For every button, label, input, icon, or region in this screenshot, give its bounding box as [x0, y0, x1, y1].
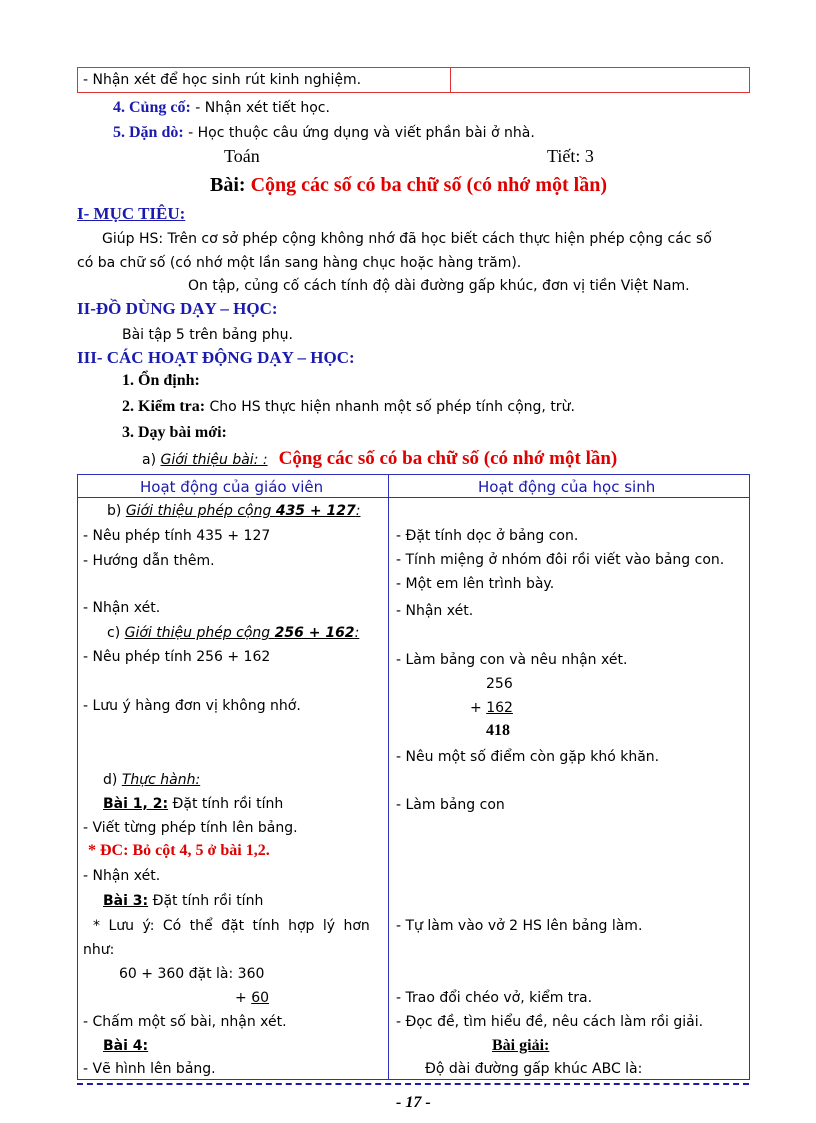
gv-neu1: - Nêu phép tính 435 + 127	[83, 528, 271, 544]
hs-neu-diem: - Nêu một số điểm còn gặp khó khăn.	[396, 749, 660, 765]
activity-table-header-line	[77, 497, 749, 498]
hs-n2-line	[470, 700, 513, 716]
hs-mot-em: - Một em lên trình bày.	[396, 576, 555, 592]
cung-co-label: 4. Củng cố:	[113, 99, 191, 116]
dan-do-line	[113, 124, 535, 142]
lesson-prefix: Bài	[210, 174, 239, 196]
gv-bai12-label: Bài 1, 2:	[103, 796, 169, 812]
hs-tinh-mieng: - Tính miệng ở nhóm đôi rồi viết vào bảng con.	[396, 552, 725, 568]
gv-luu-y2b: như:	[83, 942, 115, 958]
hoat-dong-heading: III- CÁC HOẠT ĐỘNG DẠY – HỌC:	[77, 348, 355, 367]
hs-bai-giai: Bài giải:	[492, 1037, 550, 1054]
lesson-sep: :	[238, 174, 251, 196]
bai-moi: 3. Dạy bài mới:	[122, 424, 227, 441]
cung-co-line	[113, 99, 330, 117]
kiem-tra-label: 2. Kiểm tra:	[122, 398, 206, 415]
dan-do-text: - Học thuộc câu ứng dụng và viết phần bài ở nhà.	[183, 125, 535, 141]
gv-d-prefix: d)	[103, 772, 122, 788]
gioi-thieu-line	[142, 448, 617, 470]
hs-n2: 162	[486, 700, 513, 716]
period: Tiết: 3	[547, 146, 594, 166]
top-table-divider	[450, 67, 451, 92]
gv-viet: - Viết từng phép tính lên bảng.	[83, 820, 298, 836]
gv-nhan-xet1: - Nhận xét.	[83, 600, 161, 616]
subject: Toán	[224, 146, 260, 166]
gv-c-label: Giới thiệu phép cộng	[124, 625, 275, 641]
muc-tieu-heading: I- MỤC TIÊU:	[77, 204, 186, 223]
gv-b-expr: 435 + 127	[275, 503, 356, 519]
gv-c-expr: 256 + 162	[274, 625, 355, 641]
hs-do-dai: Độ dài đường gấp khúc ABC là:	[425, 1061, 643, 1077]
gv-c-prefix: c)	[107, 625, 125, 641]
muc-tieu-line2: có ba chữ số (có nhớ một lần sang hàng chục hoặc hàng trăm).	[77, 255, 522, 271]
gv-b	[107, 503, 360, 519]
hs-dat-tinh: - Đặt tính dọc ở bảng con.	[396, 528, 579, 544]
on-dinh: 1. Ổn định:	[122, 372, 200, 389]
gv-bai3-text: Đặt tính rồi tính	[148, 893, 264, 909]
gv-b-colon: :	[355, 503, 361, 519]
hs-doc-de: - Đọc đề, tìm hiểu đề, nêu cách làm rồi giải.	[396, 1014, 704, 1030]
kiem-tra-text: Cho HS thực hiện nhanh một số phép tính cộng, trừ.	[205, 399, 575, 415]
gv-bai3-label: Bài 3:	[103, 893, 149, 909]
gv-bai4: Bài 4:	[103, 1038, 149, 1054]
gv-calc-second	[235, 990, 269, 1006]
do-dung-text: Bài tập 5 trên bảng phụ.	[122, 327, 293, 343]
hs-nhan-xet: - Nhận xét.	[396, 603, 474, 619]
hs-lam-bang: - Làm bảng con và nêu nhận xét.	[396, 652, 628, 668]
top-table-left: - Nhận xét để học sinh rút kinh nghiệm.	[83, 72, 362, 88]
gv-calc-60: 60	[251, 990, 270, 1006]
hs-plus: +	[470, 700, 487, 716]
muc-tieu-line1: Giúp HS: Trên cơ sở phép cộng không nhớ đã học biết cách thực hiện phép cộng các số	[102, 231, 712, 247]
gv-bai3	[103, 893, 263, 909]
kiem-tra-line	[122, 398, 575, 416]
hs-trao-doi: - Trao đổi chéo vở, kiểm tra.	[396, 990, 593, 1006]
gv-c	[107, 625, 359, 641]
dan-do-label: 5. Dặn dò:	[113, 124, 184, 141]
page-number: - 17 -	[396, 1094, 431, 1111]
gv-luu-y2a: * Lưu ý: Có thể đặt tính hợp lý hơn	[93, 918, 370, 934]
gv-b-label: Giới thiệu phép cộng	[125, 503, 276, 519]
gioi-thieu-label: Giới thiệu bài: :	[160, 452, 268, 468]
gv-bai12-text: Đặt tính rồi tính	[168, 796, 284, 812]
cung-co-text: - Nhận xét tiết học.	[190, 100, 330, 116]
hs-tu-lam: - Tự làm vào vở 2 HS lên bảng làm.	[396, 918, 643, 934]
header-gv: Hoạt động của giáo viên	[140, 478, 324, 496]
hs-sum: 418	[486, 722, 510, 739]
gv-c-colon: :	[354, 625, 360, 641]
gv-calc-plus: +	[235, 990, 252, 1006]
activity-table-divider	[388, 474, 389, 1079]
muc-tieu-line3: On tập, củng cố cách tính độ dài đường gấp khúc, đơn vị tiền Việt Nam.	[188, 278, 690, 294]
gv-d	[103, 772, 200, 788]
header-hs: Hoạt động của học sinh	[478, 478, 656, 496]
gv-ve: - Vẽ hình lên bảng.	[83, 1061, 216, 1077]
gv-nhan-xet2: - Nhận xét.	[83, 868, 161, 884]
gioi-thieu-prefix: a)	[142, 452, 161, 468]
gv-neu2: - Nêu phép tính 256 + 162	[83, 649, 271, 665]
gv-b-prefix: b)	[107, 503, 126, 519]
lesson-name: Cộng các số có ba chữ số (có nhớ một lần)	[250, 174, 607, 196]
gv-dc: * ĐC: Bỏ cột 4, 5 ở bài 1,2.	[88, 842, 270, 859]
lesson-title	[210, 174, 607, 197]
hs-n1: 256	[486, 676, 513, 692]
gv-d-label: Thực hành:	[121, 772, 201, 788]
gv-huong-dan: - Hướng dẫn thêm.	[83, 553, 215, 569]
gv-bai12	[103, 796, 283, 812]
gv-luu-y: - Lưu ý hàng đơn vị không nhớ.	[83, 698, 301, 714]
gioi-thieu-title: Cộng các số có ba chữ số (có nhớ một lần)	[278, 448, 618, 469]
hs-lam-bang2: - Làm bảng con	[396, 797, 505, 813]
footer-rule	[77, 1083, 749, 1085]
do-dung-heading: II-ĐỒ DÙNG DẠY – HỌC:	[77, 299, 278, 318]
gv-cham: - Chấm một số bài, nhận xét.	[83, 1014, 287, 1030]
gv-calc-line: 60 + 360 đặt là: 360	[119, 966, 265, 982]
